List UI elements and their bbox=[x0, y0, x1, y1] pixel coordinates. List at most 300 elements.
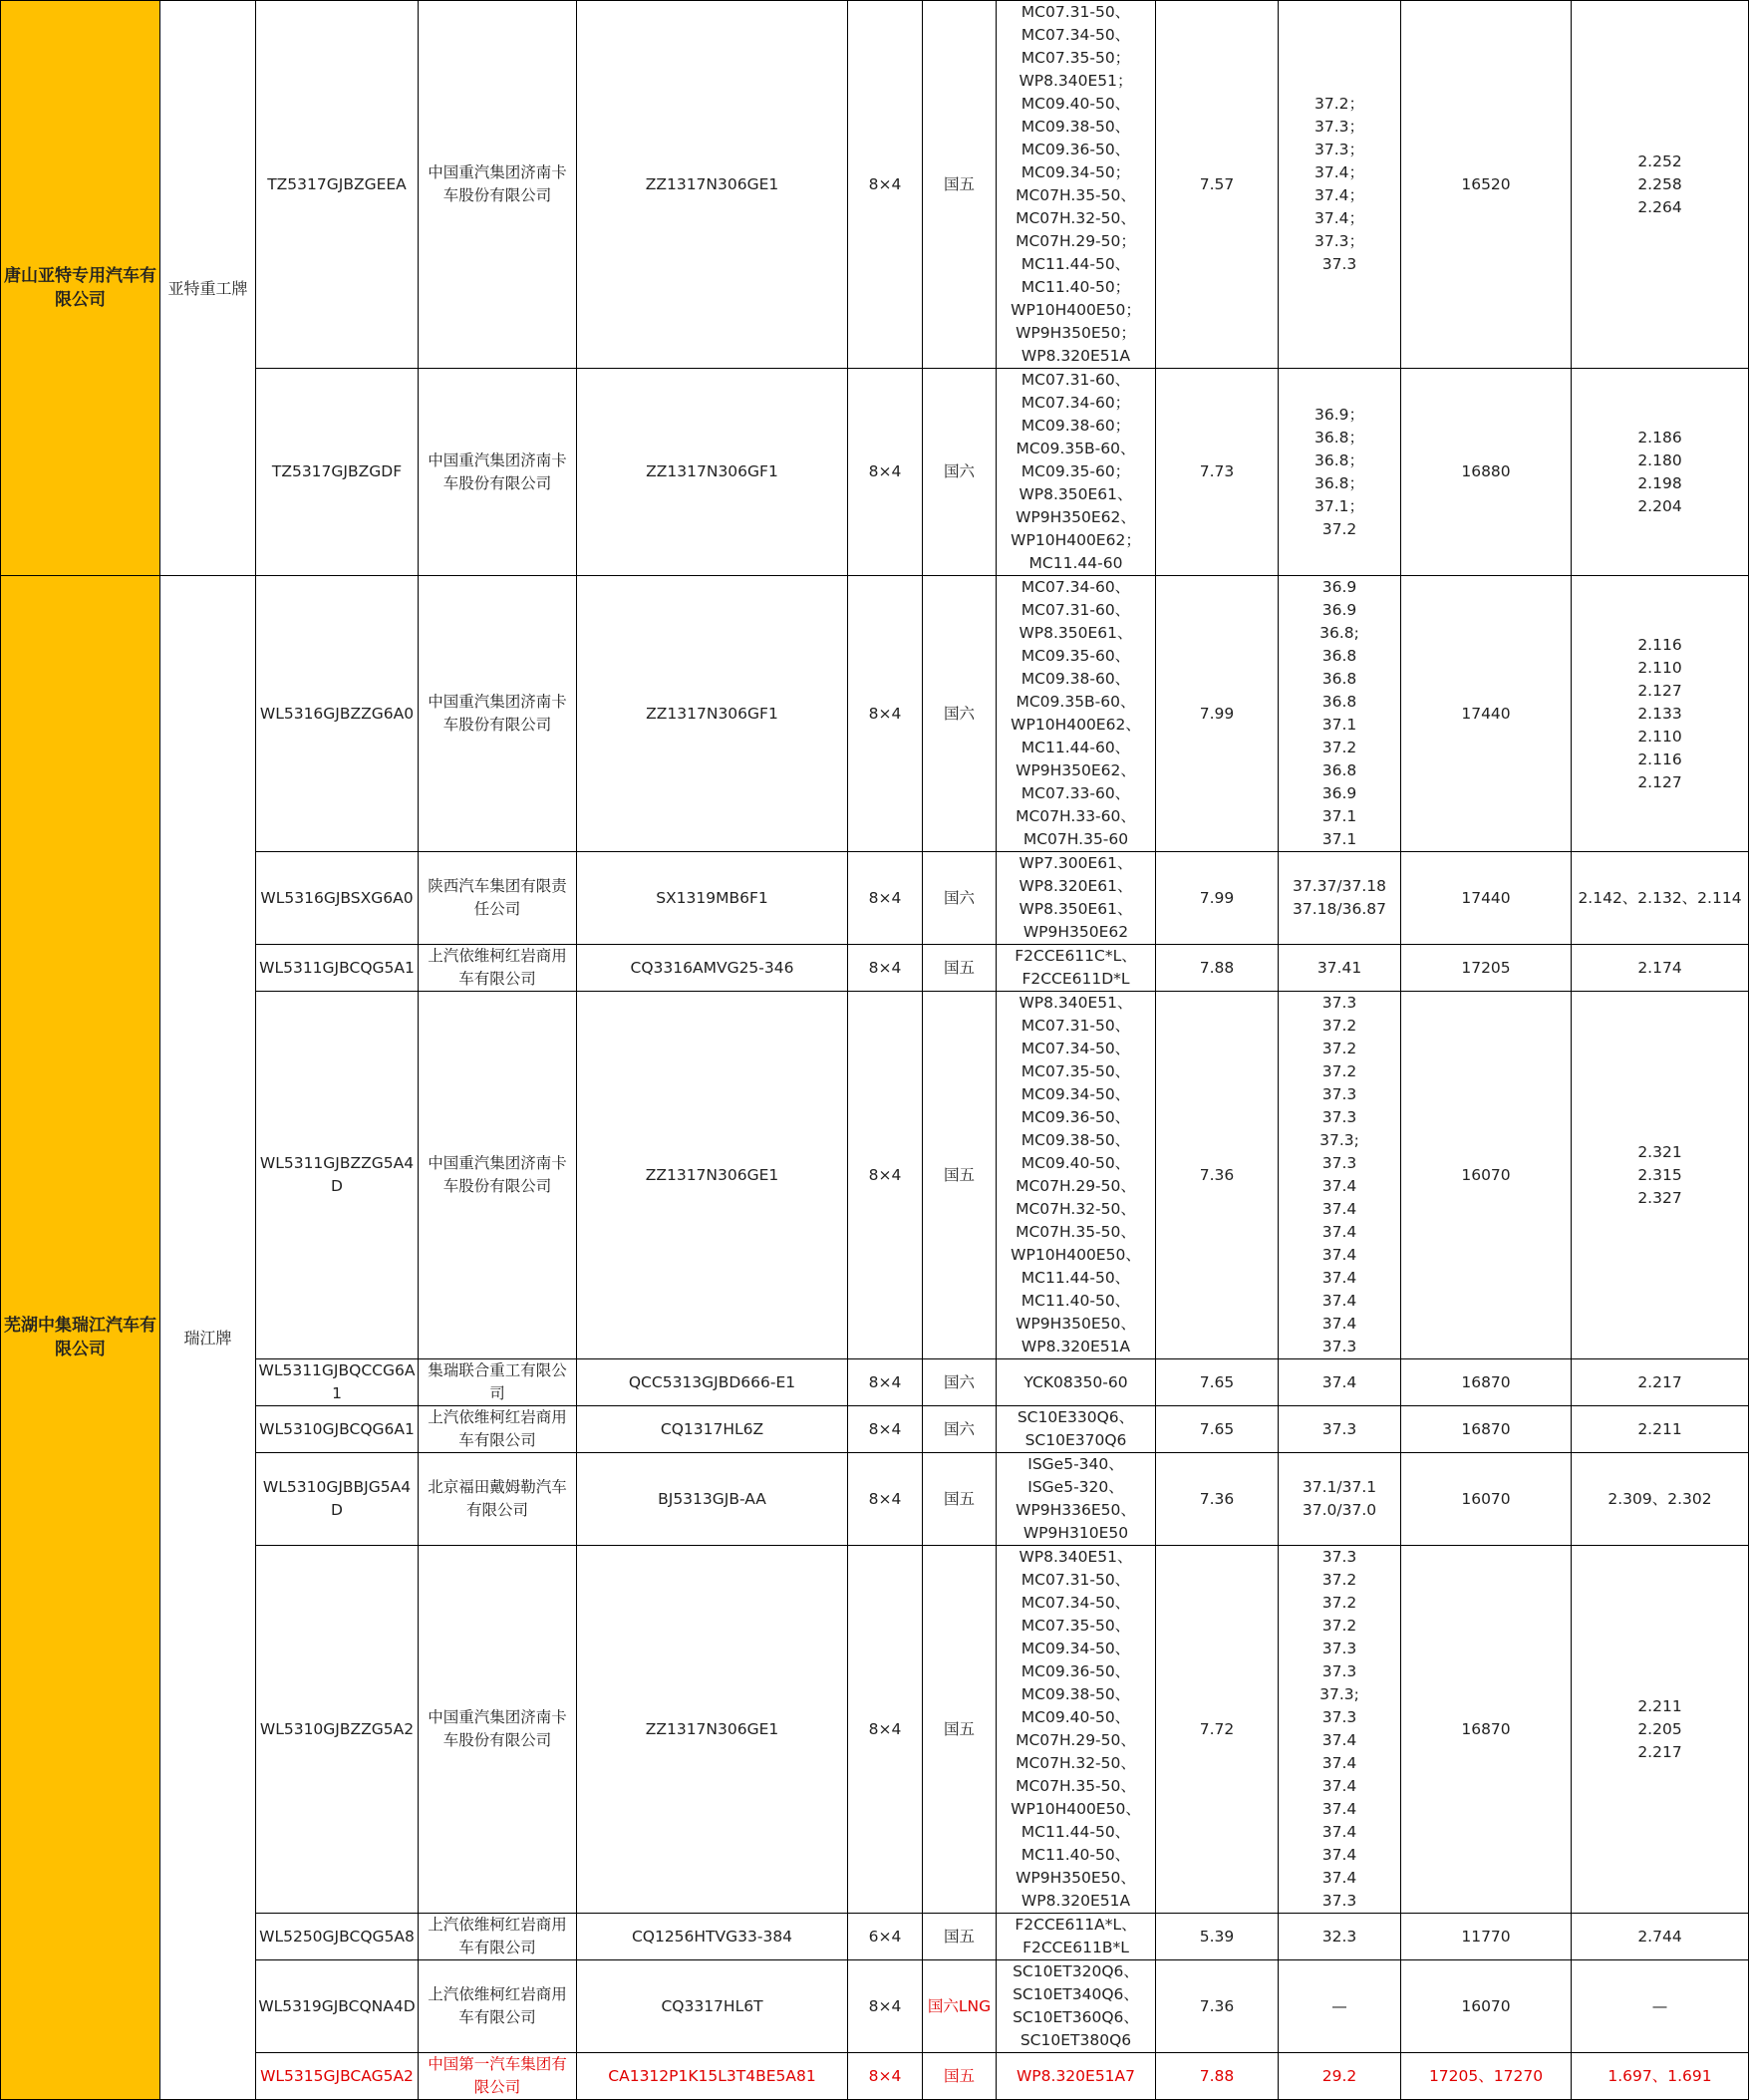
engine-list-cell bbox=[997, 852, 1156, 945]
power-list-cell-line: 37.4； bbox=[1313, 209, 1364, 227]
power-list-cell-line: 37.1 bbox=[1321, 807, 1357, 825]
engine-list-cell-line: SC10E330Q6、 bbox=[1017, 1408, 1135, 1426]
power-list-cell-line: 36.8； bbox=[1313, 450, 1364, 469]
power-list-cell-line: 37.4 bbox=[1321, 1777, 1357, 1795]
power-list-cell-line: 37.4 bbox=[1321, 1200, 1357, 1218]
power-list-cell-line: 36.9； bbox=[1313, 405, 1364, 424]
engine-list-cell-line: MC09.35-60； bbox=[1020, 462, 1131, 480]
engine-list-cell-line: MC11.40-50、 bbox=[1020, 1846, 1131, 1864]
power-list-cell-line: 37.2； bbox=[1313, 95, 1364, 113]
chassis-maker-cell: 陕西汽车集团有限责任公司 bbox=[419, 852, 577, 945]
engine-list-cell-line: WP9H350E50、 bbox=[1016, 1315, 1136, 1333]
ratio-list-cell-line: 1.697、1.691 bbox=[1607, 2066, 1712, 2085]
table-row bbox=[1, 1, 1749, 369]
chassis-maker-cell: 北京福田戴姆勒汽车有限公司 bbox=[419, 1453, 577, 1546]
power-list-cell-line: 37.4； bbox=[1313, 186, 1364, 204]
ratio-list-cell-line: 2.142、2.132、2.114 bbox=[1578, 888, 1742, 907]
power-list-cell-line: 37.3 bbox=[1321, 1548, 1357, 1566]
power-list-cell-line: 37.3 bbox=[1321, 1154, 1357, 1172]
mass-cell: 16870 bbox=[1401, 1406, 1572, 1453]
ratio-list-cell-line: 2.327 bbox=[1637, 1188, 1682, 1207]
power-list-cell-line: 37.3 bbox=[1321, 994, 1357, 1012]
tank-volume-cell: 7.88 bbox=[1156, 945, 1279, 992]
power-list-cell-line: 36.8 bbox=[1321, 761, 1357, 779]
power-list-cell-line: 37.1 bbox=[1321, 716, 1357, 734]
power-list-cell bbox=[1279, 945, 1401, 992]
chassis-maker-cell: 上汽依维柯红岩商用车有限公司 bbox=[419, 1914, 577, 1960]
engine-list-cell-line: MC07.31-60、 bbox=[1020, 601, 1131, 619]
vehicle-model-cell: WL5315GJBCAG5A2 bbox=[256, 2053, 419, 2100]
engine-list-cell-line: SC10ET380Q6 bbox=[1020, 2031, 1132, 2049]
tank-volume-cell: 7.65 bbox=[1156, 1359, 1279, 1406]
ratio-list-cell bbox=[1572, 1406, 1749, 1453]
power-list-cell bbox=[1279, 1453, 1401, 1546]
power-list-cell bbox=[1279, 1914, 1401, 1960]
power-list-cell-line: 37.37/37.18 bbox=[1293, 877, 1386, 895]
power-list-cell-line: 29.2 bbox=[1321, 2066, 1357, 2085]
tank-volume-cell: 7.99 bbox=[1156, 576, 1279, 852]
mass-cell: 16070 bbox=[1401, 992, 1572, 1359]
engine-list-cell-line: WP9H350E50； bbox=[1016, 324, 1136, 342]
power-list-cell-line: 37.4 bbox=[1321, 1372, 1357, 1391]
engine-list-cell-line: F2CCE611B*L bbox=[1022, 1939, 1129, 1956]
engine-list-cell-line: WP10H400E50、 bbox=[1011, 1800, 1141, 1818]
engine-list-cell-line: MC09.35B-60、 bbox=[1016, 693, 1136, 711]
chassis-maker-cell: 中国重汽集团济南卡车股份有限公司 bbox=[419, 369, 577, 576]
chassis-maker-cell: 中国重汽集团济南卡车股份有限公司 bbox=[419, 992, 577, 1359]
power-list-cell-line: 37.3； bbox=[1313, 232, 1364, 250]
tank-volume-cell: 7.88 bbox=[1156, 2053, 1279, 2100]
engine-list-cell-line: WP9H350E62、 bbox=[1016, 508, 1136, 526]
power-list-cell bbox=[1279, 1359, 1401, 1406]
emission-cell: 国六 bbox=[923, 576, 997, 852]
vehicle-model-cell: TZ5317GJBZGDF bbox=[256, 369, 419, 576]
power-list-cell-line: 37.4 bbox=[1321, 1846, 1357, 1864]
engine-list-cell-line: MC09.38-50、 bbox=[1020, 1131, 1131, 1149]
power-list-cell bbox=[1279, 576, 1401, 852]
engine-list-cell-line: MC07H.32-50、 bbox=[1016, 1200, 1136, 1218]
engine-list-cell-line: MC07H.32-50、 bbox=[1016, 1754, 1136, 1772]
power-list-cell-line: 37.4 bbox=[1321, 1823, 1357, 1841]
engine-list-cell-line: YCK08350-60 bbox=[1023, 1372, 1128, 1391]
chassis-maker-cell: 集瑞联合重工有限公司 bbox=[419, 1359, 577, 1406]
engine-list-cell-line: MC07.31-50、 bbox=[1020, 1017, 1131, 1035]
brand-cell: 瑞江牌 bbox=[160, 576, 256, 2100]
power-list-cell-line: 37.2 bbox=[1321, 1062, 1357, 1080]
engine-list-cell-line: WP8.320E51A7 bbox=[1016, 2066, 1136, 2085]
power-list-cell-line: 37.2 bbox=[1321, 1617, 1357, 1635]
table-row bbox=[1, 369, 1749, 576]
emission-cell: 国五 bbox=[923, 1453, 997, 1546]
engine-list-cell-line: MC11.40-50； bbox=[1020, 278, 1131, 296]
vehicle-model-cell: WL5250GJBCQG5A8 bbox=[256, 1914, 419, 1960]
chassis-model-cell: BJ5313GJB-AA bbox=[577, 1453, 848, 1546]
engine-list-cell-line: MC07.31-60、 bbox=[1020, 371, 1131, 389]
tank-volume-cell: 7.72 bbox=[1156, 1546, 1279, 1914]
engine-list-cell-line: MC07.31-50、 bbox=[1020, 3, 1131, 21]
emission-cell: 国六 bbox=[923, 369, 997, 576]
engine-list-cell-line: MC09.40-50、 bbox=[1020, 1154, 1131, 1172]
engine-list-cell-line: MC09.38-60、 bbox=[1020, 670, 1131, 688]
engine-list-cell-line: MC09.34-50、 bbox=[1020, 1640, 1131, 1657]
emission-cell: 国五 bbox=[923, 1914, 997, 1960]
power-list-cell-line: 37.3 bbox=[1321, 1662, 1357, 1680]
power-list-cell bbox=[1279, 369, 1401, 576]
emission-cell: 国五 bbox=[923, 1546, 997, 1914]
power-list-cell-line: 37.3； bbox=[1313, 118, 1364, 136]
power-list-cell-line: 37.3 bbox=[1321, 255, 1357, 273]
ratio-list-cell-line: 2.211 bbox=[1637, 1696, 1682, 1715]
emission-cell: 国六 bbox=[923, 852, 997, 945]
ratio-list-cell bbox=[1572, 1453, 1749, 1546]
ratio-list-cell-line: 2.133 bbox=[1637, 704, 1682, 723]
engine-list-cell-line: MC07H.29-50； bbox=[1016, 232, 1136, 250]
power-list-cell-line: 37.2 bbox=[1321, 1571, 1357, 1589]
ratio-list-cell-line: 2.217 bbox=[1637, 1742, 1682, 1761]
power-list-cell-line: 37.3 bbox=[1321, 1892, 1357, 1910]
power-list-cell-line: 37.3 bbox=[1321, 1338, 1357, 1355]
ratio-list-cell bbox=[1572, 1960, 1749, 2053]
vehicle-model-cell: WL5316GJBSXG6A0 bbox=[256, 852, 419, 945]
engine-list-cell-line: WP8.350E61、 bbox=[1019, 900, 1133, 918]
chassis-model-cell: ZZ1317N306GE1 bbox=[577, 1, 848, 369]
vehicle-model-cell: WL5311GJBZZG5A4D bbox=[256, 992, 419, 1359]
chassis-maker-cell: 中国重汽集团济南卡车股份有限公司 bbox=[419, 1546, 577, 1914]
mass-cell: 16880 bbox=[1401, 369, 1572, 576]
power-list-cell-line: 36.8； bbox=[1313, 428, 1364, 447]
engine-list-cell-line: MC09.36-50、 bbox=[1020, 141, 1131, 158]
engine-list-cell-line: MC09.40-50、 bbox=[1020, 95, 1131, 113]
engine-list-cell-line: MC09.35B-60、 bbox=[1016, 440, 1136, 457]
ratio-list-cell-line: 2.204 bbox=[1637, 496, 1682, 515]
tank-volume-cell: 7.99 bbox=[1156, 852, 1279, 945]
manufacturer-cell: 芜湖中集瑞江汽车有限公司 bbox=[1, 576, 160, 2100]
engine-list-cell-line: MC09.35-60、 bbox=[1020, 647, 1131, 665]
engine-list-cell-line: MC07H.29-50、 bbox=[1016, 1731, 1136, 1749]
power-list-cell-line: 37.4 bbox=[1321, 1246, 1357, 1264]
power-list-cell-line: 36.9 bbox=[1321, 784, 1357, 802]
tank-volume-cell: 7.36 bbox=[1156, 992, 1279, 1359]
chassis-maker-cell: 上汽依维柯红岩商用车有限公司 bbox=[419, 1960, 577, 2053]
power-list-cell-line: 37.2 bbox=[1321, 1040, 1357, 1057]
ratio-list-cell-line: 2.744 bbox=[1637, 1927, 1682, 1946]
engine-list-cell-line: WP10H400E62； bbox=[1011, 531, 1141, 549]
power-list-cell-line: 37.2 bbox=[1321, 1594, 1357, 1612]
drive-cell: 8×4 bbox=[848, 369, 923, 576]
drive-cell: 8×4 bbox=[848, 1406, 923, 1453]
engine-list-cell-line: WP9H336E50、 bbox=[1016, 1501, 1136, 1519]
table-row bbox=[1, 1546, 1749, 1914]
engine-list-cell-line: MC07.35-50、 bbox=[1020, 1062, 1131, 1080]
vehicle-model-cell: WL5319GJBCQNA4D bbox=[256, 1960, 419, 2053]
vehicle-model-cell: WL5311GJBCQG5A1 bbox=[256, 945, 419, 992]
mass-cell: 16070 bbox=[1401, 1960, 1572, 2053]
drive-cell: 8×4 bbox=[848, 1546, 923, 1914]
ratio-list-cell-line: 2.186 bbox=[1637, 428, 1682, 447]
power-list-cell-line: 37.4 bbox=[1321, 1223, 1357, 1241]
engine-list-cell-line: MC07H.35-50、 bbox=[1016, 1223, 1136, 1241]
ratio-list-cell-line: 2.116 bbox=[1637, 750, 1682, 768]
engine-list-cell-line: WP9H310E50 bbox=[1022, 1524, 1129, 1542]
vehicle-model-cell: WL5310GJBZZG5A2 bbox=[256, 1546, 419, 1914]
power-list-cell-line: 37.2 bbox=[1321, 739, 1357, 756]
engine-list-cell-line: MC09.34-50、 bbox=[1020, 1085, 1131, 1103]
power-list-cell-line: 37.4 bbox=[1321, 1731, 1357, 1749]
power-list-cell-line: 37.4 bbox=[1321, 1315, 1357, 1333]
power-list-cell bbox=[1279, 1406, 1401, 1453]
emission-cell: 国五 bbox=[923, 2053, 997, 2100]
chassis-maker-cell: 中国第一汽车集团有限公司 bbox=[419, 2053, 577, 2100]
engine-list-cell-line: MC07H.35-60 bbox=[1022, 830, 1129, 848]
mass-cell: 17205 bbox=[1401, 945, 1572, 992]
power-list-cell bbox=[1279, 992, 1401, 1359]
vehicle-model-cell: WL5316GJBZZG6A0 bbox=[256, 576, 419, 852]
power-list-cell-line: 36.9 bbox=[1321, 601, 1357, 619]
power-list-cell-line: 37.4； bbox=[1313, 163, 1364, 181]
ratio-list-cell bbox=[1572, 1914, 1749, 1960]
engine-list-cell-line: ISGe5-320、 bbox=[1027, 1478, 1124, 1496]
drive-cell: 8×4 bbox=[848, 1, 923, 369]
ratio-list-cell bbox=[1572, 1, 1749, 369]
tank-volume-cell: 7.57 bbox=[1156, 1, 1279, 369]
vehicle-model-cell: WL5310GJBCQG6A1 bbox=[256, 1406, 419, 1453]
engine-list-cell-line: MC07H.35-50、 bbox=[1016, 186, 1136, 204]
emission-cell: 国六 bbox=[923, 1406, 997, 1453]
tank-volume-cell: 7.73 bbox=[1156, 369, 1279, 576]
power-list-cell-line: 37.1 bbox=[1321, 830, 1357, 848]
power-list-cell-line: 37.4 bbox=[1321, 1269, 1357, 1287]
engine-list-cell-line: MC07.34-50、 bbox=[1020, 1040, 1131, 1057]
ratio-list-cell-line: 2.315 bbox=[1637, 1165, 1682, 1184]
table-row bbox=[1, 945, 1749, 992]
chassis-model-cell: CQ3316AMVG25-346 bbox=[577, 945, 848, 992]
engine-list-cell-line: WP8.320E51A bbox=[1020, 1892, 1131, 1910]
mass-cell: 17205、17270 bbox=[1401, 2053, 1572, 2100]
engine-list-cell-line: WP7.300E61、 bbox=[1019, 854, 1133, 872]
engine-list-cell-line: SC10ET360Q6、 bbox=[1013, 2008, 1139, 2026]
power-list-cell-line: 37.3; bbox=[1319, 1131, 1359, 1149]
mass-cell: 17440 bbox=[1401, 576, 1572, 852]
table-row bbox=[1, 1453, 1749, 1546]
drive-cell: 8×4 bbox=[848, 1359, 923, 1406]
engine-list-cell-line: MC09.38-60； bbox=[1020, 417, 1131, 435]
power-list-cell bbox=[1279, 1, 1401, 369]
engine-list-cell-line: WP8.320E51A bbox=[1020, 1338, 1131, 1355]
ratio-list-cell-line: 2.180 bbox=[1637, 450, 1682, 469]
power-list-cell-line: 37.3； bbox=[1313, 141, 1364, 158]
ratio-list-cell-line: 2.110 bbox=[1637, 658, 1682, 677]
engine-list-cell-line: WP10H400E50、 bbox=[1011, 1246, 1141, 1264]
engine-list-cell-line: MC09.34-50； bbox=[1020, 163, 1131, 181]
engine-list-cell-line: MC11.44-60 bbox=[1028, 554, 1123, 572]
engine-list-cell-line: MC09.36-50、 bbox=[1020, 1108, 1131, 1126]
power-list-cell-line: 37.3 bbox=[1321, 1108, 1357, 1126]
engine-list-cell-line: WP8.340E51、 bbox=[1019, 994, 1133, 1012]
chassis-model-cell: CQ1256HTVG33-384 bbox=[577, 1914, 848, 1960]
power-list-cell-line: 37.4 bbox=[1321, 1292, 1357, 1310]
ratio-list-cell bbox=[1572, 852, 1749, 945]
engine-list-cell-line: MC07.34-60； bbox=[1020, 394, 1131, 412]
chassis-model-cell: QCC5313GJBD666-E1 bbox=[577, 1359, 848, 1406]
ratio-list-cell bbox=[1572, 2053, 1749, 2100]
power-list-cell bbox=[1279, 1546, 1401, 1914]
engine-list-cell-line: WP8.340E51； bbox=[1019, 72, 1133, 90]
chassis-maker-cell: 上汽依维柯红岩商用车有限公司 bbox=[419, 1406, 577, 1453]
engine-list-cell-line: WP8.320E51A bbox=[1020, 347, 1131, 365]
emission-cell: 国五 bbox=[923, 1, 997, 369]
ratio-list-cell-line: 2.174 bbox=[1637, 958, 1682, 977]
power-list-cell-line: 36.8 bbox=[1321, 647, 1357, 665]
table-row bbox=[1, 1359, 1749, 1406]
tank-volume-cell: 5.39 bbox=[1156, 1914, 1279, 1960]
engine-list-cell-line: F2CCE611A*L、 bbox=[1015, 1916, 1137, 1934]
power-list-cell-line: 37.3 bbox=[1321, 1708, 1357, 1726]
chassis-maker-cell: 中国重汽集团济南卡车股份有限公司 bbox=[419, 1, 577, 369]
power-list-cell-line: 37.41 bbox=[1316, 958, 1362, 977]
mass-cell: 16870 bbox=[1401, 1359, 1572, 1406]
chassis-model-cell: CQ1317HL6Z bbox=[577, 1406, 848, 1453]
power-list-cell-line: 37.2 bbox=[1321, 519, 1357, 538]
ratio-list-cell bbox=[1572, 1359, 1749, 1406]
chassis-model-cell: ZZ1317N306GE1 bbox=[577, 992, 848, 1359]
vehicle-model-cell: WL5311GJBQCCG6A1 bbox=[256, 1359, 419, 1406]
ratio-list-cell-line: 2.211 bbox=[1637, 1419, 1682, 1438]
engine-list-cell-line: MC07H.32-50、 bbox=[1016, 209, 1136, 227]
power-list-cell-line: 37.4 bbox=[1321, 1754, 1357, 1772]
engine-list-cell-line: MC07.34-60、 bbox=[1020, 578, 1131, 596]
tank-volume-cell: 7.36 bbox=[1156, 1960, 1279, 2053]
chassis-maker-cell: 中国重汽集团济南卡车股份有限公司 bbox=[419, 576, 577, 852]
engine-list-cell bbox=[997, 1359, 1156, 1406]
engine-list-cell-line: MC11.44-60、 bbox=[1020, 739, 1131, 756]
power-list-cell-line: 36.8； bbox=[1313, 473, 1364, 492]
power-list-cell-line: 37.1/37.1 bbox=[1302, 1478, 1377, 1496]
tank-volume-cell: 7.36 bbox=[1156, 1453, 1279, 1546]
engine-list-cell bbox=[997, 1, 1156, 369]
engine-list-cell-line: SC10E370Q6 bbox=[1024, 1431, 1127, 1449]
engine-list-cell-line: MC07H.29-50、 bbox=[1016, 1177, 1136, 1195]
drive-cell: 8×4 bbox=[848, 2053, 923, 2100]
engine-list-cell-line: MC07.31-50、 bbox=[1020, 1571, 1131, 1589]
power-list-cell-line: 37.4 bbox=[1321, 1869, 1357, 1887]
ratio-list-cell-line: 2.127 bbox=[1637, 681, 1682, 700]
engine-list-cell bbox=[997, 369, 1156, 576]
power-list-cell-line: 36.8; bbox=[1319, 624, 1359, 642]
ratio-list-cell bbox=[1572, 369, 1749, 576]
vehicle-model-cell: TZ5317GJBZGEEA bbox=[256, 1, 419, 369]
engine-list-cell bbox=[997, 1546, 1156, 1914]
chassis-model-cell: ZZ1317N306GE1 bbox=[577, 1546, 848, 1914]
engine-list-cell-line: MC11.44-50、 bbox=[1020, 1823, 1131, 1841]
ratio-list-cell-line: 2.127 bbox=[1637, 772, 1682, 791]
power-list-cell-line: 37.4 bbox=[1321, 1177, 1357, 1195]
power-list-cell-line: 37.3; bbox=[1319, 1685, 1359, 1703]
chassis-model-cell: ZZ1317N306GF1 bbox=[577, 369, 848, 576]
mass-cell: 16070 bbox=[1401, 1453, 1572, 1546]
drive-cell: 8×4 bbox=[848, 1960, 923, 2053]
emission-cell: 国五 bbox=[923, 992, 997, 1359]
engine-list-cell-line: WP10H400E62、 bbox=[1011, 716, 1141, 734]
engine-list-cell-line: ISGe5-340、 bbox=[1027, 1455, 1124, 1473]
ratio-list-cell bbox=[1572, 945, 1749, 992]
engine-list-cell-line: MC11.44-50、 bbox=[1020, 255, 1131, 273]
table-body bbox=[1, 1, 1749, 2100]
drive-cell: 8×4 bbox=[848, 945, 923, 992]
engine-list-cell bbox=[997, 1960, 1156, 2053]
mass-cell: 16870 bbox=[1401, 1546, 1572, 1914]
engine-list-cell bbox=[997, 1914, 1156, 1960]
table-row bbox=[1, 1914, 1749, 1960]
power-list-cell-line: — bbox=[1331, 1996, 1347, 2015]
engine-list-cell bbox=[997, 945, 1156, 992]
power-list-cell-line: 37.1； bbox=[1313, 496, 1364, 515]
engine-list-cell-line: WP8.350E61、 bbox=[1019, 485, 1133, 503]
ratio-list-cell-line: 2.309、2.302 bbox=[1607, 1489, 1712, 1508]
engine-list-cell-line: MC09.36-50、 bbox=[1020, 1662, 1131, 1680]
mass-cell: 11770 bbox=[1401, 1914, 1572, 1960]
mass-cell: 17440 bbox=[1401, 852, 1572, 945]
mass-cell: 16520 bbox=[1401, 1, 1572, 369]
ratio-list-cell-line: 2.205 bbox=[1637, 1719, 1682, 1738]
engine-list-cell bbox=[997, 1453, 1156, 1546]
engine-list-cell-line: MC07H.35-50、 bbox=[1016, 1777, 1136, 1795]
engine-list-cell-line: SC10ET340Q6、 bbox=[1013, 1985, 1139, 2003]
emission-cell: 国五 bbox=[923, 945, 997, 992]
tank-volume-cell: 7.65 bbox=[1156, 1406, 1279, 1453]
chassis-model-cell: SX1319MB6F1 bbox=[577, 852, 848, 945]
engine-list-cell-line: WP9H350E62 bbox=[1022, 923, 1129, 941]
engine-list-cell-line: F2CCE611C*L、 bbox=[1015, 947, 1137, 965]
engine-list-cell-line: MC09.38-50、 bbox=[1020, 118, 1131, 136]
chassis-model-cell: CA1312P1K15L3T4BE5A81 bbox=[577, 2053, 848, 2100]
engine-list-cell-line: WP8.340E51、 bbox=[1019, 1548, 1133, 1566]
ratio-list-cell bbox=[1572, 1546, 1749, 1914]
power-list-cell-line: 37.2 bbox=[1321, 1017, 1357, 1035]
engine-list-cell-line: WP10H400E50； bbox=[1011, 301, 1141, 319]
engine-list-cell bbox=[997, 992, 1156, 1359]
ratio-list-cell-line: 2.110 bbox=[1637, 727, 1682, 746]
power-list-cell-line: 37.3 bbox=[1321, 1640, 1357, 1657]
engine-list-cell-line: MC07.33-60、 bbox=[1020, 784, 1131, 802]
engine-list-cell-line: MC09.40-50、 bbox=[1020, 1708, 1131, 1726]
power-list-cell bbox=[1279, 852, 1401, 945]
drive-cell: 6×4 bbox=[848, 1914, 923, 1960]
power-list-cell-line: 37.3 bbox=[1321, 1419, 1357, 1438]
ratio-list-cell bbox=[1572, 576, 1749, 852]
drive-cell: 8×4 bbox=[848, 576, 923, 852]
power-list-cell bbox=[1279, 2053, 1401, 2100]
engine-list-cell-line: MC07.34-50、 bbox=[1020, 1594, 1131, 1612]
engine-list-cell-line: WP8.320E61、 bbox=[1019, 877, 1133, 895]
emission-cell: 国六LNG bbox=[923, 1960, 997, 2053]
engine-list-cell-line: SC10ET320Q6、 bbox=[1013, 1962, 1139, 1980]
table-row bbox=[1, 852, 1749, 945]
engine-list-cell bbox=[997, 1406, 1156, 1453]
table-row bbox=[1, 576, 1749, 852]
ratio-list-cell-line: 2.217 bbox=[1637, 1372, 1682, 1391]
table-row bbox=[1, 1960, 1749, 2053]
engine-list-cell-line: WP9H350E62、 bbox=[1016, 761, 1136, 779]
power-list-cell-line: 37.18/36.87 bbox=[1293, 900, 1386, 918]
power-list-cell-line: 37.3 bbox=[1321, 1085, 1357, 1103]
ratio-list-cell-line: 2.252 bbox=[1637, 151, 1682, 170]
table-row bbox=[1, 1406, 1749, 1453]
table-row bbox=[1, 2053, 1749, 2100]
engine-list-cell-line: MC11.44-50、 bbox=[1020, 1269, 1131, 1287]
manufacturer-cell: 唐山亚特专用汽车有限公司 bbox=[1, 1, 160, 576]
emission-cell: 国六 bbox=[923, 1359, 997, 1406]
engine-list-cell bbox=[997, 2053, 1156, 2100]
